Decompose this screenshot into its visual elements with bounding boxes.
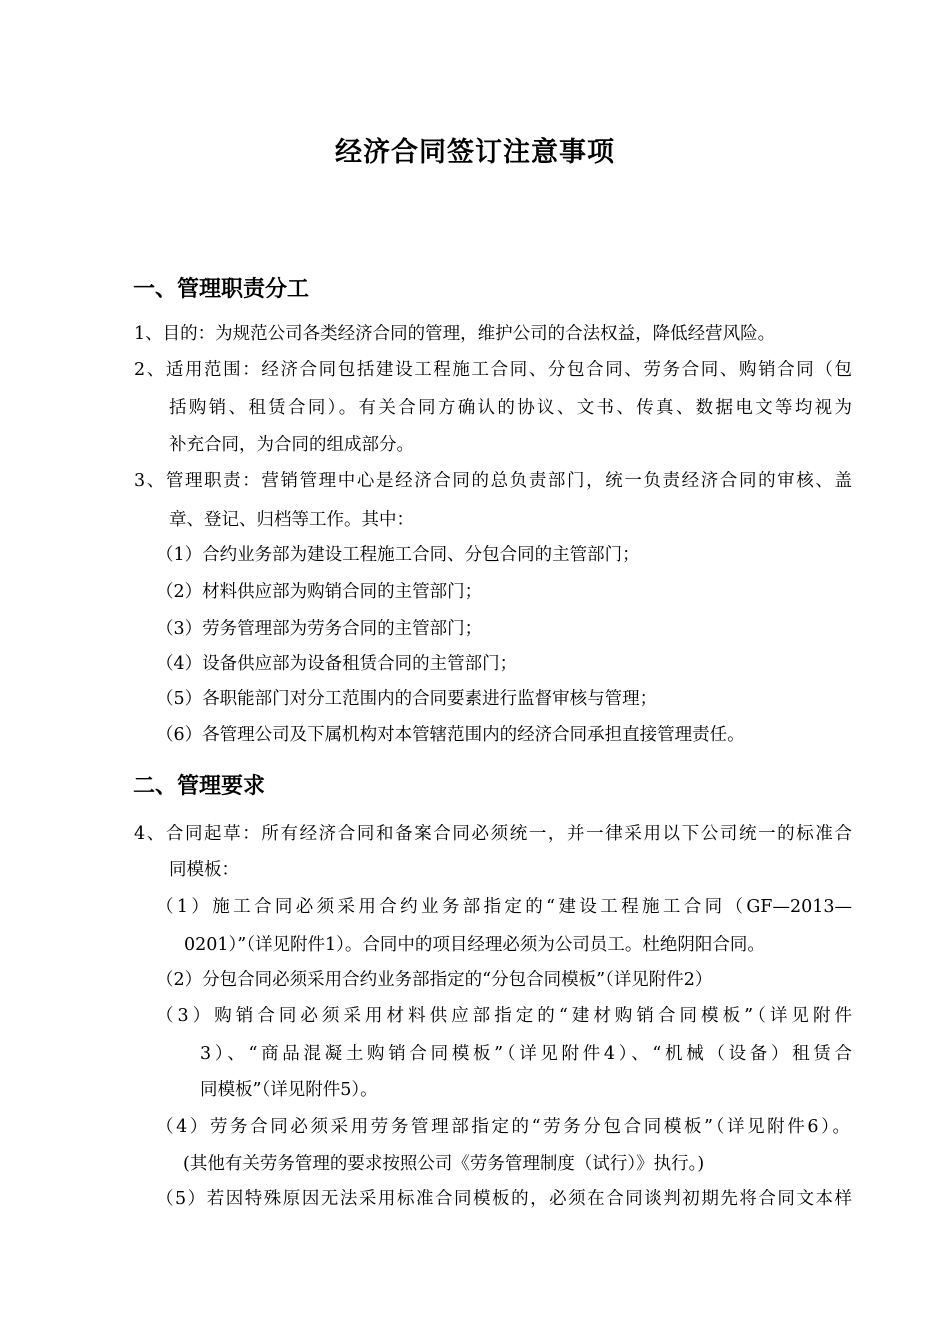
paragraph-drafting-line-1: 4、合同起草：所有经济合同和备案合同必须统一，并一律采用以下公司统一的标准合: [134, 824, 852, 844]
paragraph-duties-line-1: 3、管理职责：营销管理中心是经济合同的总负责部门，统一负责经济合同的审核、盖: [134, 471, 852, 491]
section-heading-1: 一、管理职责分工: [133, 277, 310, 302]
section-heading-2: 二、管理要求: [133, 774, 266, 799]
paragraph-purpose: 1、目的：为规范公司各类经济合同的管理，维护公司的合法权益，降低经营风险。: [134, 324, 776, 344]
list-item-purchase-line-2: 3）、“商品混凝土购销合同模板”（详见附件4）、“机械（设备）租赁合: [200, 1044, 852, 1064]
paragraph-drafting-line-2: 同模板：: [169, 860, 239, 880]
list-item-construction-line-1: （1）施工合同必须采用合约业务部指定的“建设工程施工合同（GF—2013—: [156, 897, 852, 917]
list-item-labor-line-1: （4）劳务合同必须采用劳务管理部指定的“劳务分包合同模板”（详见附件6）。: [156, 1117, 850, 1137]
paragraph-scope-line-3: 补充合同，为合同的组成部分。: [169, 435, 414, 455]
list-item: （6）各管理公司及下属机构对本管辖范围内的经济合同承担直接管理责任。: [156, 725, 745, 745]
list-item: （4）设备供应部为设备租赁合同的主管部门；: [156, 654, 518, 674]
list-item: （3）劳务管理部为劳务合同的主管部门；: [156, 619, 483, 639]
list-item-special-line-1: （5）若因特殊原因无法采用标准合同模板的，必须在合同谈判初期先将合同文本样: [156, 1189, 852, 1209]
list-item: （2）材料供应部为购销合同的主管部门；: [156, 582, 483, 602]
list-item-labor-line-2: (其他有关劳务管理的要求按照公司《劳务管理制度（试行）》执行。): [183, 1154, 705, 1174]
paragraph-duties-line-2: 章、登记、归档等工作。其中：: [169, 510, 414, 530]
page-title: 经济合同签订注意事项: [335, 137, 615, 168]
list-item-purchase-line-1: （3）购销合同必须采用材料供应部指定的“建材购销合同模板”（详见附件: [156, 1006, 852, 1026]
list-item-purchase-line-3: 同模板”（详见附件5）。: [200, 1080, 378, 1100]
paragraph-scope-line-1: 2、适用范围：经济合同包括建设工程施工合同、分包合同、劳务合同、购销合同（包: [134, 360, 852, 380]
paragraph-scope-line-2: 括购销、租赁合同）。有关合同方确认的协议、文书、传真、数据电文等均视为: [169, 398, 852, 418]
list-item: （1）合约业务部为建设工程施工合同、分包合同的主管部门；: [156, 545, 640, 565]
list-item: （5）各职能部门对分工范围内的合同要素进行监督审核与管理；: [156, 689, 658, 709]
list-item-construction-line-2: 0201）”（详见附件1）。合同中的项目经理必须为公司员工。杜绝阴阳合同。: [184, 935, 765, 955]
list-item-subcontract: （2）分包合同必须采用合约业务部指定的“分包合同模板”（详见附件2）: [156, 970, 713, 990]
